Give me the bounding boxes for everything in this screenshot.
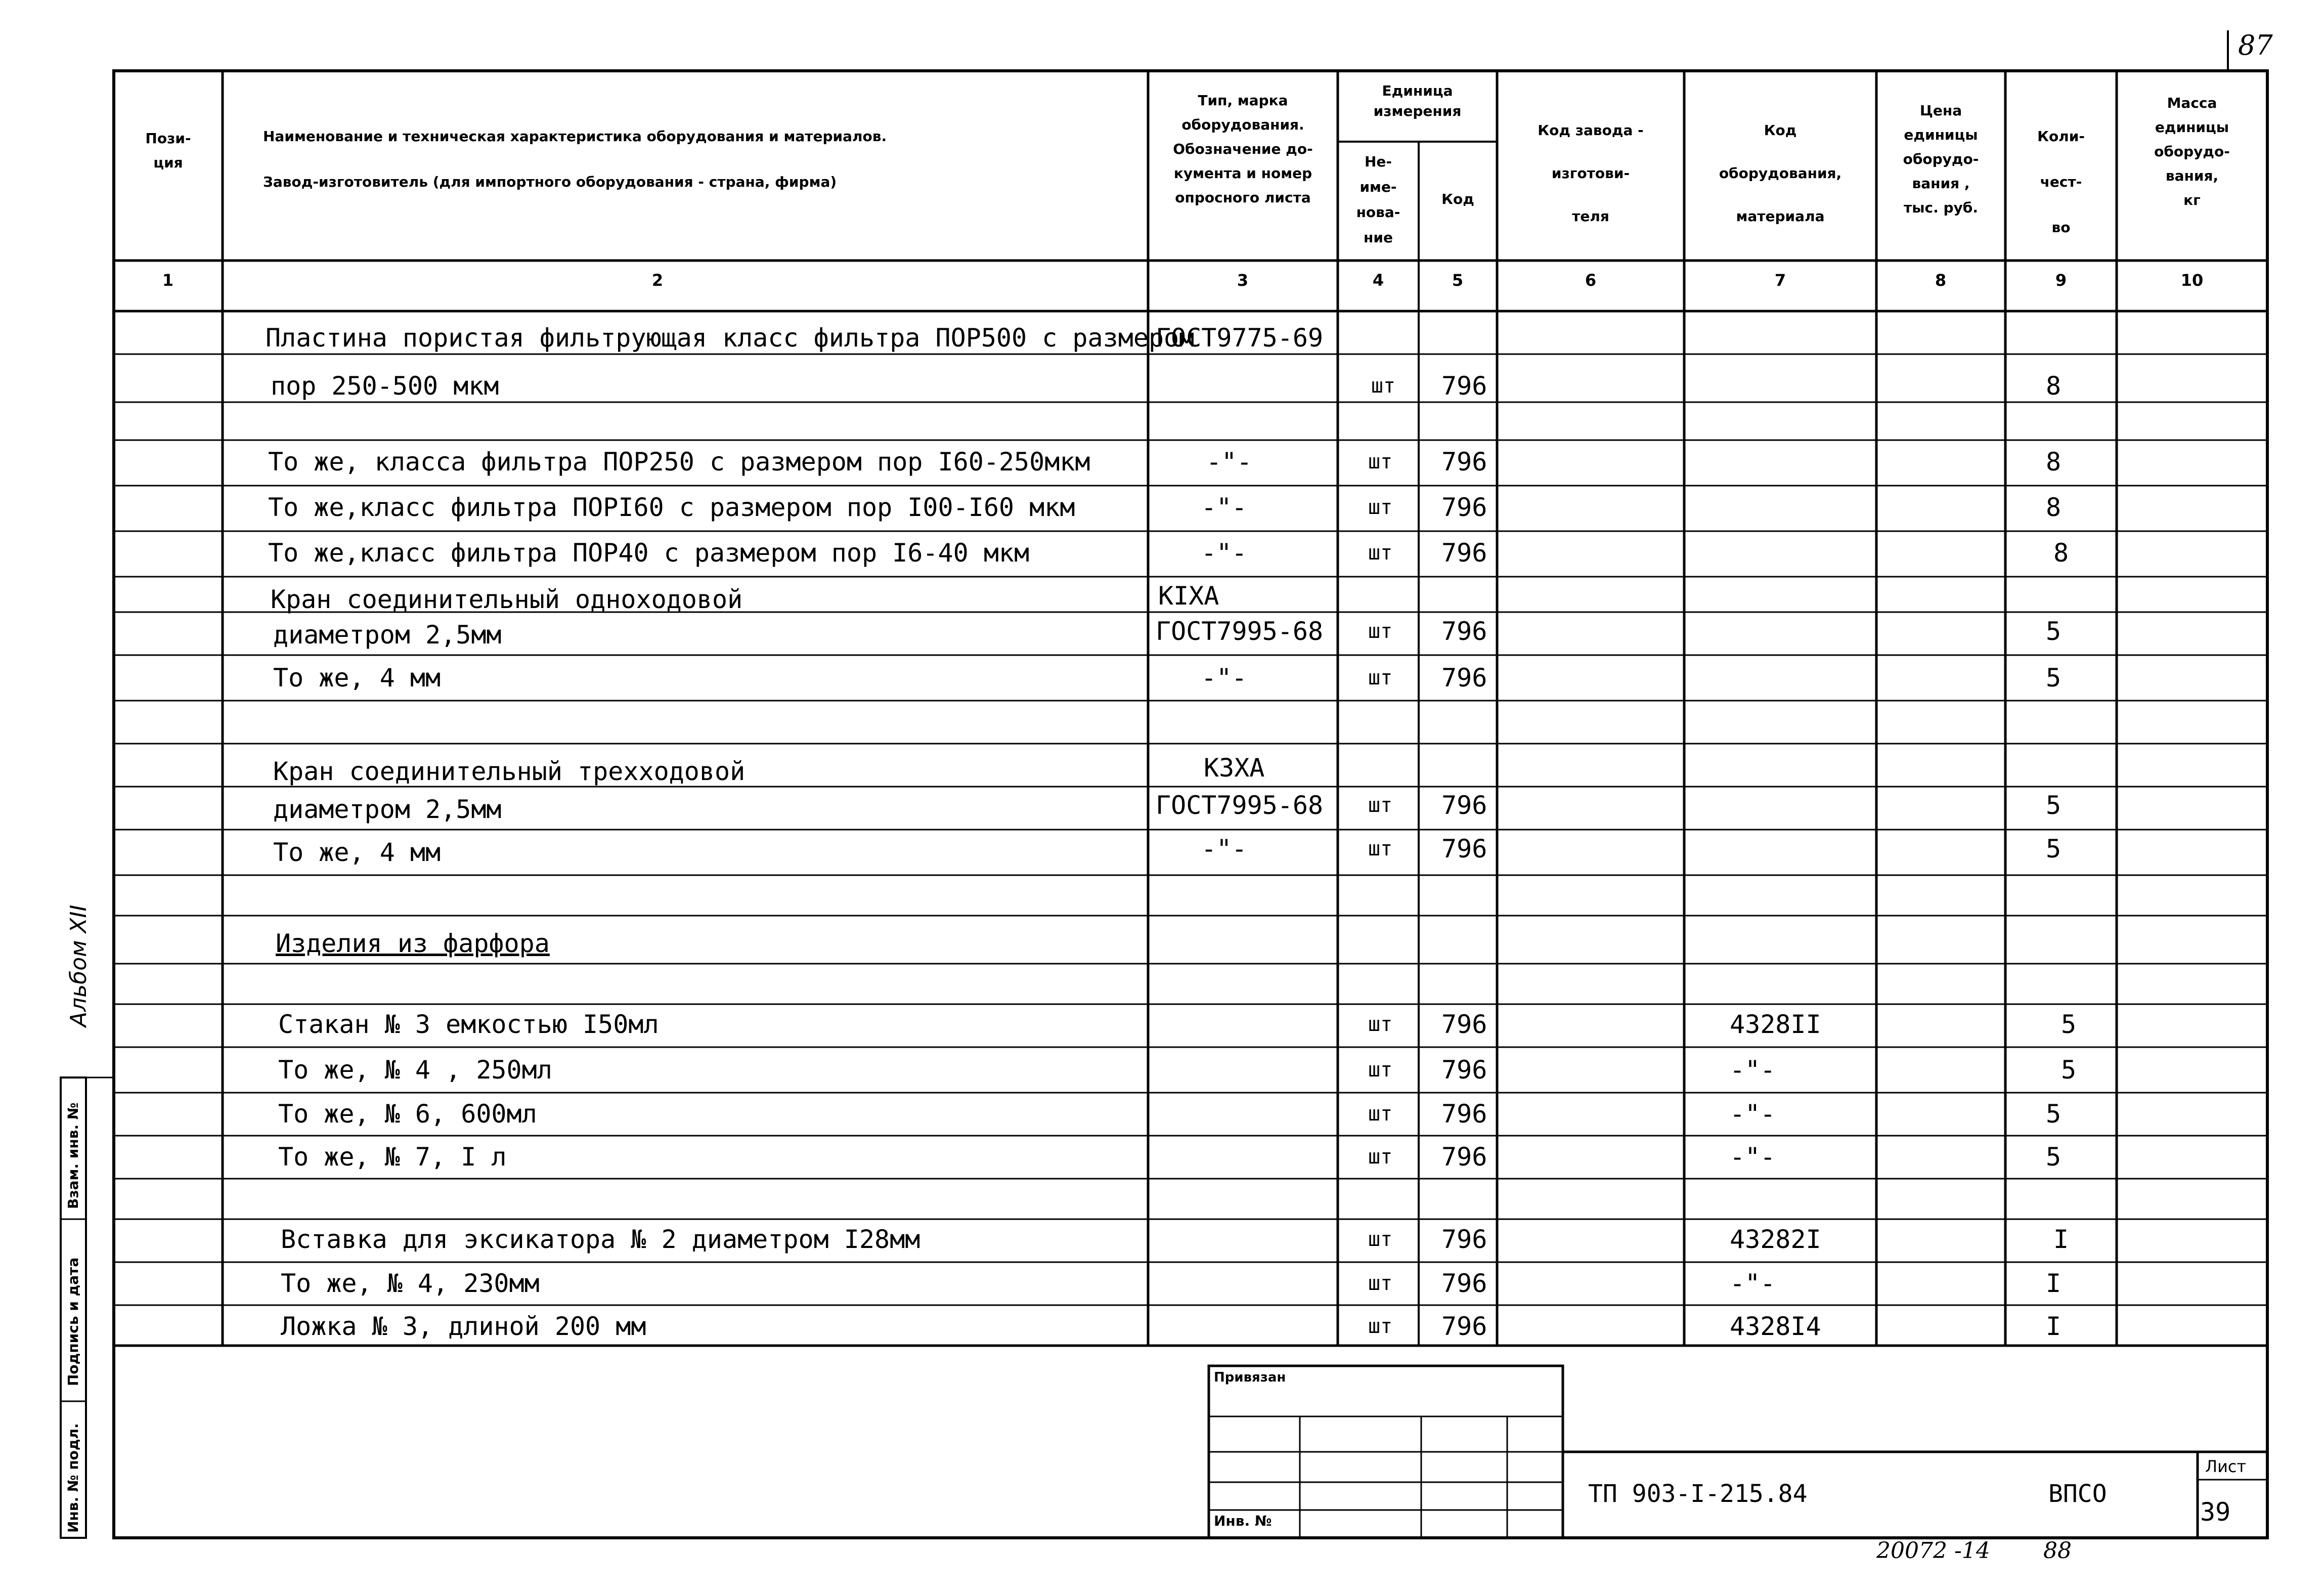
item-unit: шт: [1368, 1228, 1393, 1251]
item-code: 796: [1441, 1225, 1487, 1254]
column-number: 7: [1774, 271, 1786, 290]
item-code: 796: [1441, 1312, 1487, 1341]
header-text: Единица: [1382, 82, 1453, 99]
item-unit: шт: [1368, 837, 1393, 860]
item-type: КЗХА: [1204, 753, 1265, 783]
header-text: Тип, марка: [1198, 92, 1288, 109]
column-number: 8: [1935, 271, 1947, 290]
column-number: 5: [1452, 271, 1464, 290]
column-number: 10: [2180, 271, 2204, 290]
item-type: KIXA: [1158, 581, 1219, 611]
item-name: Пластина пористая фильтрующая класс фильтра ПОР500 с размером: [266, 323, 1195, 353]
item-unit: шт: [1368, 1315, 1393, 1338]
header-text: чест-: [2040, 174, 2082, 190]
header-unit: [1338, 81, 1497, 121]
header-text: оборудо-: [1903, 151, 1979, 167]
item-type: ГОСТ9775-69: [1156, 323, 1324, 353]
column-number: 2: [651, 271, 664, 290]
inv-podl-label: Инв. № подл.: [65, 1423, 81, 1533]
column-number: 3: [1237, 271, 1249, 290]
item-material-code: 4328I4: [1730, 1312, 1821, 1341]
header-text: оборудо-: [2154, 143, 2230, 160]
item-name: То же, 4 мм: [273, 838, 441, 867]
item-code: 796: [1441, 1142, 1487, 1172]
item-name: Стакан № 3 емкостью I50мл: [278, 1010, 659, 1039]
item-unit: шт: [1368, 1272, 1393, 1295]
signature-date-label: Подпись и дата: [65, 1257, 81, 1386]
item-code: 796: [1441, 538, 1487, 568]
header-text: тыс. руб.: [1903, 199, 1978, 216]
item-type: -"-: [1206, 447, 1252, 477]
item-qty: 8: [2046, 493, 2062, 522]
item-name: То же,класс фильтра ПОРI60 с размером пор I00-I60 мкм: [268, 493, 1075, 522]
header-text: единицы: [1904, 126, 1978, 143]
item-type: -"-: [1201, 834, 1247, 864]
item-material-code: -"-: [1730, 1099, 1776, 1129]
item-qty: 5: [2046, 1142, 2062, 1172]
header-unit-code: Код: [1441, 191, 1474, 207]
item-code: 796: [1441, 791, 1487, 820]
header-equipment-code: [1684, 109, 1876, 238]
column-number: 4: [1372, 271, 1384, 290]
header-text: Обозначение до-: [1173, 141, 1313, 157]
item-code: 796: [1441, 617, 1487, 646]
item-name: То же, класса фильтра ПОР250 с размером пор I60-250мкм: [268, 447, 1090, 477]
item-qty: I: [2046, 1269, 2062, 1298]
item-qty: 5: [2046, 834, 2062, 864]
header-text: Код: [1764, 122, 1797, 139]
header-factory-code: [1497, 109, 1684, 238]
item-unit: шт: [1368, 620, 1393, 643]
header-text: Цена: [1919, 102, 1962, 119]
header-text: изготови-: [1551, 165, 1630, 182]
item-code: 796: [1441, 371, 1487, 401]
item-qty: 5: [2046, 791, 2062, 820]
header-text: Не-: [1364, 153, 1392, 170]
item-name: То же, № 4, 230мм: [281, 1269, 540, 1298]
header-text: вания ,: [1912, 175, 1970, 192]
item-material-code: -"-: [1730, 1142, 1776, 1172]
item-qty: 5: [2061, 1055, 2077, 1085]
item-type: ГОСТ7995-68: [1156, 617, 1324, 646]
header-text: измерения: [1373, 103, 1462, 119]
item-type: -"-: [1201, 538, 1247, 568]
item-code: 796: [1441, 663, 1487, 693]
footer-order-number: 20072 -14: [1876, 1538, 1990, 1564]
header-name: [263, 114, 887, 205]
item-qty: I: [2053, 1225, 2069, 1254]
item-name: То же, № 4 , 250мл: [278, 1055, 552, 1085]
item-name: То же,класс фильтра ПОР40 с размером пор I6-40 мкм: [268, 538, 1030, 568]
item-material-code: 43282I: [1730, 1225, 1821, 1254]
header-text: Пози-: [145, 130, 191, 147]
item-qty: 5: [2046, 617, 2062, 646]
header-text: оборудования.: [1181, 116, 1304, 133]
section-title: Изделия из фарфора: [276, 929, 550, 958]
item-name: диаметром 2,5мм: [273, 620, 502, 650]
item-material-code: 4328II: [1730, 1010, 1821, 1039]
item-type: -"-: [1201, 493, 1247, 522]
header-text: Код завода -: [1538, 122, 1644, 139]
item-qty: 5: [2046, 663, 2062, 693]
item-code: 796: [1441, 1055, 1487, 1085]
header-text: Масса: [2167, 95, 2217, 111]
header-unit-name: [1338, 149, 1419, 250]
item-unit: шт: [1368, 1058, 1393, 1082]
item-name: То же, № 6, 600мл: [278, 1099, 537, 1129]
header-text: вания,: [2165, 167, 2219, 184]
item-unit: шт: [1368, 496, 1393, 519]
item-code: 796: [1441, 1099, 1487, 1129]
item-code: 796: [1441, 1010, 1487, 1039]
stamp-doc-code: ТП 903-I-215.84: [1588, 1480, 1808, 1508]
item-qty: I: [2046, 1312, 2062, 1341]
column-number: 6: [1585, 271, 1597, 290]
item-qty: 8: [2046, 371, 2062, 401]
header-quantity: [2005, 114, 2117, 250]
item-code: 796: [1441, 1269, 1487, 1298]
item-unit: шт: [1368, 1013, 1393, 1036]
item-qty: 5: [2046, 1099, 2062, 1129]
item-name: Кран соединительный одноходовой: [271, 585, 743, 614]
column-number: 9: [2055, 271, 2067, 290]
item-name: Кран соединительный трехходовой: [273, 757, 746, 786]
item-unit: шт: [1368, 666, 1393, 689]
column-number: 1: [162, 271, 174, 290]
header-mass: [2117, 91, 2267, 212]
header-text: во: [2051, 219, 2071, 236]
item-name: пор 250-500 мкм: [271, 371, 499, 401]
vzam-inv-label: Взам. инв. №: [65, 1102, 81, 1209]
item-unit: шт: [1368, 450, 1393, 473]
stamp-sheet-number: 39: [2200, 1497, 2231, 1527]
item-name: Ложка № 3, длиной 200 мм: [281, 1312, 646, 1341]
item-unit: шт: [1371, 374, 1396, 398]
header-text: нова-: [1356, 204, 1400, 221]
header-price: [1876, 99, 2005, 220]
header-text: ция: [153, 154, 183, 171]
item-code: 796: [1441, 834, 1487, 864]
item-name: То же, 4 мм: [273, 663, 441, 693]
item-name: То же, № 7, I л: [278, 1142, 507, 1172]
item-type: ГОСТ7995-68: [1156, 791, 1324, 820]
item-type: -"-: [1201, 663, 1247, 693]
header-text: кг: [2183, 192, 2201, 208]
header-type: [1148, 89, 1338, 210]
header-text: ние: [1364, 229, 1393, 246]
header-text: материала: [1736, 208, 1825, 225]
item-material-code: -"-: [1730, 1269, 1776, 1298]
item-name: диаметром 2,5мм: [273, 795, 502, 824]
header-position: [114, 126, 223, 175]
item-name: Вставка для эксикатора № 2 диаметром I28мм: [281, 1225, 920, 1254]
stamp-privyazan: Привязан: [1214, 1370, 1286, 1385]
header-text: Наименование и техническая характеристика оборудования и материалов.: [263, 128, 887, 145]
item-code: 796: [1441, 447, 1487, 477]
item-code: 796: [1441, 493, 1487, 522]
item-unit: шт: [1368, 541, 1393, 565]
item-qty: 8: [2053, 538, 2069, 568]
album-label: Альбом XII: [66, 904, 92, 1027]
item-unit: шт: [1368, 794, 1393, 817]
item-material-code: -"-: [1730, 1055, 1776, 1085]
item-unit: шт: [1368, 1145, 1393, 1169]
header-text: теля: [1572, 208, 1609, 225]
stamp-section: ВПСО: [2048, 1480, 2107, 1508]
header-text: Коли-: [2037, 128, 2085, 145]
header-text: опросного листа: [1175, 189, 1311, 206]
header-text: оборудования,: [1719, 165, 1842, 182]
stamp-inv-no: Инв. №: [1214, 1513, 1272, 1529]
item-qty: 5: [2061, 1010, 2077, 1039]
footer-page: 88: [2043, 1538, 2072, 1564]
header-text: кумента и номер: [1173, 165, 1312, 182]
item-qty: 8: [2046, 447, 2062, 477]
page-number: 87: [2238, 29, 2273, 61]
header-text: име-: [1360, 179, 1397, 195]
header-text: Завод-изготовитель (для импортного оборудования - страна, фирма): [263, 174, 837, 190]
header-text: единицы: [2155, 119, 2229, 136]
item-unit: шт: [1368, 1102, 1393, 1126]
stamp-sheet-label: Лист: [2205, 1457, 2247, 1476]
